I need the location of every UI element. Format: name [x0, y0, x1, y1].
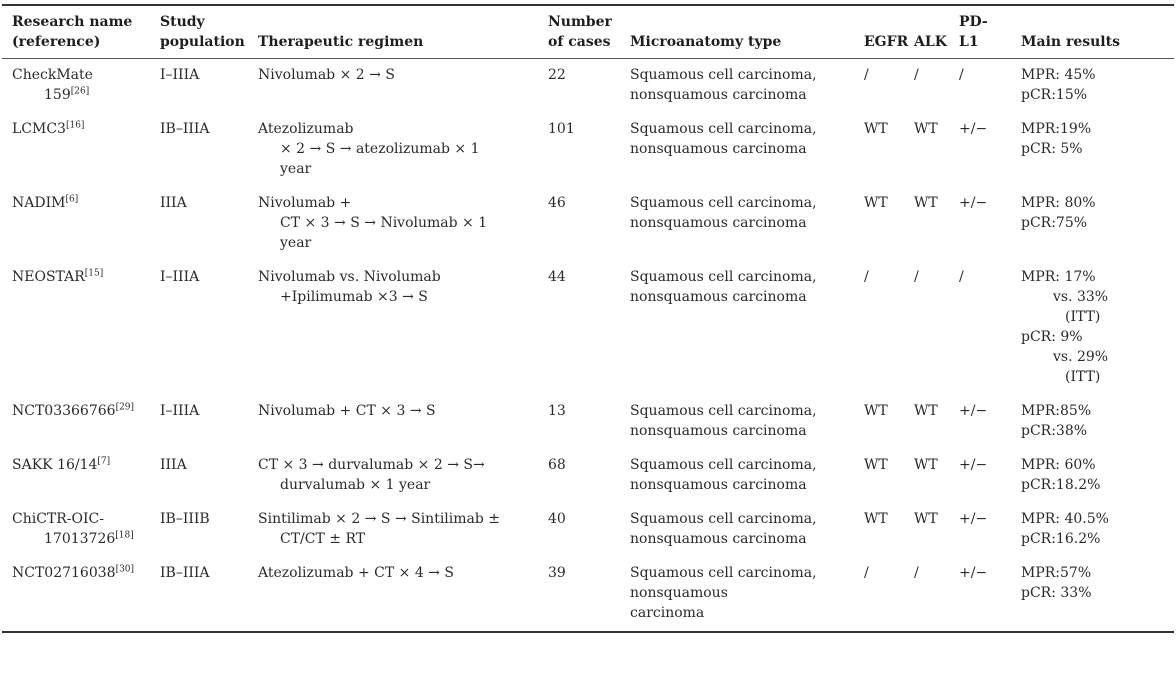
cell-egfr: / [864, 67, 869, 83]
regimen-line: +Ipilimumab ×3 → S [280, 289, 428, 305]
table-row [2, 59, 1174, 114]
result-line: (ITT) [1065, 369, 1101, 385]
result-line: pCR:15% [1021, 87, 1088, 103]
cell-therapeutic-regimen [248, 59, 538, 114]
cell-egfr: WT [864, 121, 888, 137]
table-row [2, 449, 1174, 503]
cell-study-population: I–IIIA [160, 269, 200, 285]
cell-therapeutic-regimen [248, 187, 538, 261]
reference-number: [29] [115, 402, 135, 413]
cell-research-name [2, 395, 150, 449]
cell-study-population: IIIA [160, 195, 187, 211]
cell-main-results [1011, 113, 1174, 187]
cell-egfr: WT [864, 403, 888, 419]
cell-microanatomy-type [620, 187, 854, 261]
anatomy-line: carcinoma [630, 605, 705, 621]
result-line: pCR: 33% [1021, 585, 1092, 601]
anatomy-line: Squamous cell carcinoma, [630, 565, 817, 581]
header-main-results: Main results [1011, 6, 1174, 59]
cell-main-results [1011, 503, 1174, 557]
cell-alk: / [914, 269, 919, 285]
cell-therapeutic-regimen [248, 503, 538, 557]
research-name [12, 195, 78, 211]
cell-study-population: IB–IIIA [150, 557, 248, 632]
cell-microanatomy-type [620, 557, 854, 632]
cell-study-population: IIIA [160, 457, 187, 473]
result-line: pCR:75% [1021, 215, 1088, 231]
cell-microanatomy-type [620, 59, 854, 114]
research-name [12, 67, 93, 103]
cell-number-of-cases: 44 [548, 269, 566, 285]
research-name-text-2: 17013726 [44, 531, 116, 547]
table-body [2, 59, 1174, 633]
cell-microanatomy-type [620, 449, 854, 503]
result-line: MPR:19% [1021, 121, 1092, 137]
cell-microanatomy-type [620, 503, 854, 557]
trials-table [2, 6, 1174, 633]
anatomy-line: nonsquamous carcinoma [630, 215, 807, 231]
regimen-line: Nivolumab + [258, 195, 352, 211]
header-alk: ALK [910, 6, 953, 59]
cell-research-name [2, 557, 150, 632]
result-line: (ITT) [1065, 309, 1101, 325]
cell-alk: / [910, 557, 953, 632]
cell-pd-l1: +/− [959, 121, 988, 137]
cell-number-of-cases: 22 [548, 67, 566, 83]
cell-research-name [2, 187, 150, 261]
result-line: pCR: 5% [1021, 141, 1083, 157]
research-name [12, 403, 134, 419]
cell-number-of-cases: 101 [548, 121, 575, 137]
result-line: pCR:38% [1021, 423, 1088, 439]
cell-main-results [1011, 449, 1174, 503]
cell-alk: / [914, 67, 919, 83]
table-row [2, 187, 1174, 261]
result-line: MPR: 60% [1021, 457, 1096, 473]
anatomy-line: nonsquamous carcinoma [630, 423, 807, 439]
result-line: pCR: 9% [1021, 329, 1083, 345]
cell-alk: WT [914, 121, 938, 137]
regimen-line: CT/CT ± RT [280, 531, 366, 547]
research-name-text: LCMC3 [12, 121, 66, 137]
research-name-text: CheckMate [12, 67, 93, 83]
result-line: MPR: 80% [1021, 195, 1096, 211]
cell-egfr: / [864, 269, 869, 285]
anatomy-line: nonsquamous [630, 585, 728, 601]
table-row [2, 503, 1174, 557]
research-name-text-2: 159 [44, 87, 71, 103]
cell-egfr: WT [864, 195, 888, 211]
reference-number: [16] [65, 120, 85, 131]
header-study-population: Study population [150, 6, 248, 59]
cell-main-results [1011, 187, 1174, 261]
research-name-indent [12, 85, 89, 105]
cell-main-results [1011, 557, 1174, 632]
regimen-line: year [280, 161, 312, 177]
cell-alk: WT [914, 511, 938, 527]
table-row [2, 113, 1174, 187]
cell-egfr: WT [864, 511, 888, 527]
cell-therapeutic-regimen [248, 113, 538, 187]
header-egfr: EGFR [854, 6, 910, 59]
cell-main-results [1011, 261, 1174, 395]
cell-pd-l1: +/− [959, 457, 988, 473]
cell-egfr: / [854, 557, 910, 632]
header-number-of-cases: Number of cases [538, 6, 620, 59]
result-line: vs. 33% [1053, 289, 1109, 305]
research-name [12, 269, 103, 285]
research-name [12, 457, 110, 473]
research-name [12, 565, 134, 581]
cell-pd-l1: / [959, 269, 964, 285]
reference-number: [30] [115, 564, 135, 575]
research-name-text: NEOSTAR [12, 269, 85, 285]
result-line: MPR: 40.5% [1021, 511, 1109, 527]
cell-microanatomy-type [620, 113, 854, 187]
anatomy-line: nonsquamous carcinoma [630, 531, 807, 547]
cell-number-of-cases: 13 [548, 403, 566, 419]
cell-study-population: IB–IIIB [160, 511, 210, 527]
research-name [12, 511, 134, 547]
anatomy-line: Squamous cell carcinoma, [630, 195, 817, 211]
cell-research-name [2, 59, 150, 114]
cell-research-name [2, 449, 150, 503]
regimen-line: CT × 3 → durvalumab × 2 → S→ [258, 457, 485, 473]
regimen-line: CT × 3 → S → Nivolumab × 1 [280, 215, 488, 231]
research-name-text: SAKK 16/14 [12, 457, 98, 473]
table-row [2, 261, 1174, 395]
regimen-line: Nivolumab vs. Nivolumab [258, 269, 441, 285]
cell-main-results [1011, 59, 1174, 114]
result-line: pCR:18.2% [1021, 477, 1101, 493]
cell-pd-l1: +/− [959, 511, 988, 527]
anatomy-line: nonsquamous carcinoma [630, 87, 807, 103]
cell-pd-l1: +/− [953, 557, 1011, 632]
regimen-line: Atezolizumab [258, 121, 354, 137]
regimen-line: × 2 → S → atezolizumab × 1 [280, 141, 480, 157]
table-row [2, 557, 1174, 632]
research-name-text: NADIM [12, 195, 66, 211]
cell-number-of-cases: 39 [538, 557, 620, 632]
research-name-text: ChiCTR-OIC- [12, 511, 104, 527]
cell-alk: WT [914, 195, 938, 211]
regimen-line: Nivolumab × 2 → S [258, 67, 395, 83]
regimen-line: Atezolizumab + CT × 4 → S [258, 565, 454, 581]
cell-microanatomy-type [620, 261, 854, 395]
regimen-line: Sintilimab × 2 → S → Sintilimab ± [258, 511, 501, 527]
cell-study-population: I–IIIA [160, 67, 200, 83]
anatomy-line: Squamous cell carcinoma, [630, 269, 817, 285]
cell-study-population: IB–IIIA [160, 121, 210, 137]
anatomy-line: Squamous cell carcinoma, [630, 67, 817, 83]
research-name-indent [12, 529, 134, 549]
anatomy-line: nonsquamous carcinoma [630, 289, 807, 305]
cell-research-name [2, 261, 150, 395]
research-name-text: NCT03366766 [12, 403, 116, 419]
trials-table-container [2, 4, 1174, 633]
cell-egfr: WT [864, 457, 888, 473]
anatomy-line: nonsquamous carcinoma [630, 141, 807, 157]
cell-microanatomy-type [620, 395, 854, 449]
cell-research-name [2, 113, 150, 187]
cell-research-name [2, 503, 150, 557]
cell-pd-l1: +/− [959, 403, 988, 419]
result-line: MPR: 17% [1021, 269, 1096, 285]
header-microanatomy-type: Microanatomy type [620, 6, 854, 59]
cell-therapeutic-regimen [248, 261, 538, 395]
cell-study-population: I–IIIA [160, 403, 200, 419]
research-name [12, 121, 84, 137]
anatomy-line: Squamous cell carcinoma, [630, 121, 817, 137]
anatomy-line: nonsquamous carcinoma [630, 477, 807, 493]
research-name-text: NCT02716038 [12, 565, 116, 581]
result-line: vs. 29% [1053, 349, 1109, 365]
anatomy-line: Squamous cell carcinoma, [630, 403, 817, 419]
cell-number-of-cases: 40 [548, 511, 566, 527]
cell-number-of-cases: 68 [548, 457, 566, 473]
header-row [2, 6, 1174, 59]
anatomy-line: Squamous cell carcinoma, [630, 457, 817, 473]
cell-number-of-cases: 46 [548, 195, 566, 211]
header-research-name: Research name (reference) [2, 6, 150, 59]
header-therapeutic-regimen: Therapeutic regimen [248, 6, 538, 59]
result-line: MPR:57% [1021, 565, 1092, 581]
anatomy-line: Squamous cell carcinoma, [630, 511, 817, 527]
result-line: MPR:85% [1021, 403, 1092, 419]
reference-number: [7] [97, 456, 111, 467]
cell-therapeutic-regimen [248, 395, 538, 449]
result-line: pCR:16.2% [1021, 531, 1101, 547]
reference-number: [15] [84, 268, 104, 279]
regimen-line: Nivolumab + CT × 3 → S [258, 403, 436, 419]
header-pd-l1: PD- L1 [953, 6, 1011, 59]
regimen-line: year [280, 235, 312, 251]
result-line: MPR: 45% [1021, 67, 1096, 83]
cell-pd-l1: +/− [959, 195, 988, 211]
cell-therapeutic-regimen [248, 557, 538, 632]
cell-pd-l1: / [959, 67, 964, 83]
regimen-line: durvalumab × 1 year [280, 477, 431, 493]
reference-number: [26] [70, 86, 90, 97]
cell-therapeutic-regimen [248, 449, 538, 503]
cell-main-results [1011, 395, 1174, 449]
reference-number: [18] [115, 530, 134, 541]
table-row [2, 395, 1174, 449]
cell-alk: WT [914, 457, 938, 473]
cell-alk: WT [914, 403, 938, 419]
reference-number: [6] [65, 194, 79, 205]
